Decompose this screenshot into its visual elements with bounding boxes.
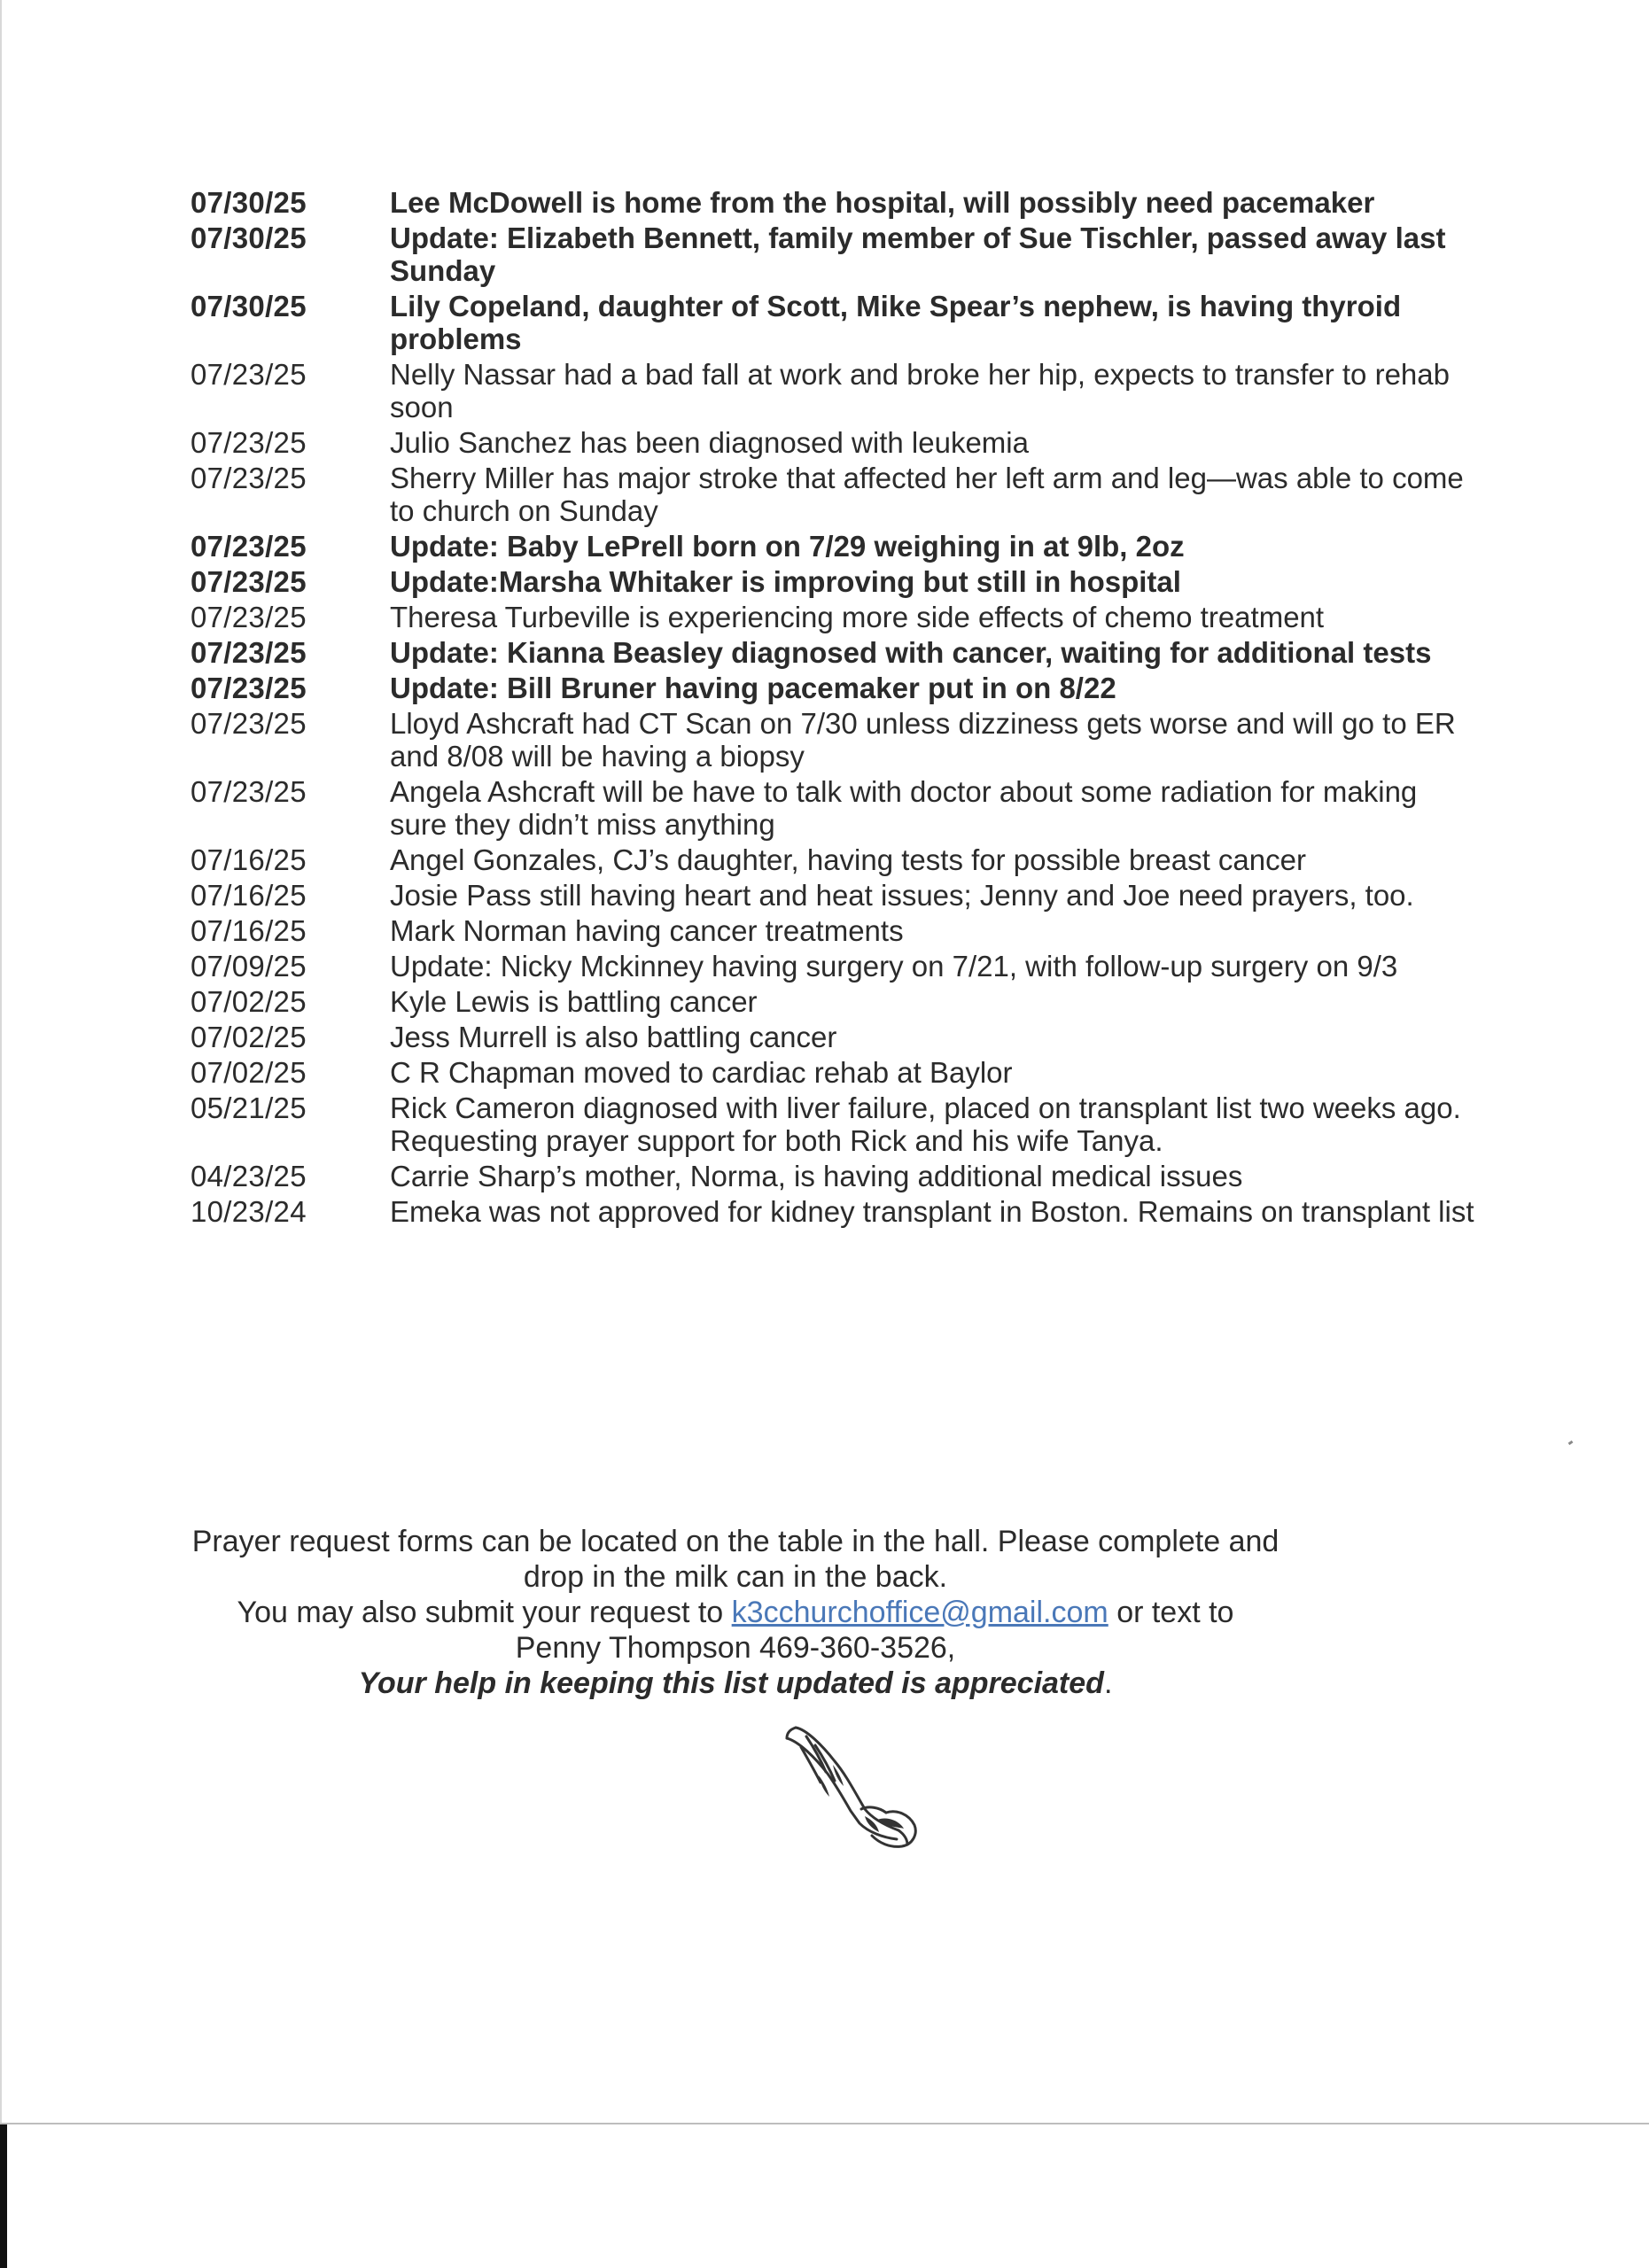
thanks-line xyxy=(177,1666,1294,1701)
request-date: 07/30/25 xyxy=(191,290,307,322)
request-row xyxy=(191,186,1475,219)
request-row xyxy=(191,707,1475,773)
scan-speck xyxy=(1568,1441,1574,1445)
request-row xyxy=(191,462,1475,527)
request-row xyxy=(191,672,1475,704)
request-date: 04/23/25 xyxy=(191,1160,307,1192)
request-date: 07/16/25 xyxy=(191,879,307,912)
request-text: Update: Baby LePrell born on 7/29 weighing in at 9lb, 2oz xyxy=(390,530,1185,563)
request-text: Carrie Sharp’s mother, Norma, is having additional medical issues xyxy=(390,1160,1243,1192)
request-text: Update:Marsha Whitaker is improving but still in hospital xyxy=(390,565,1181,598)
scan-edge-bar xyxy=(0,2124,7,2268)
request-row xyxy=(191,426,1475,459)
contact-line: Penny Thompson 469-360-3526, xyxy=(515,1631,956,1665)
request-date: 07/02/25 xyxy=(191,1021,307,1053)
request-row xyxy=(191,1021,1475,1053)
prayer-request-list xyxy=(191,186,1475,1231)
request-row xyxy=(191,636,1475,669)
submit-suffix: or text to xyxy=(1116,1596,1234,1629)
request-text: Julio Sanchez has been diagnosed with leukemia xyxy=(390,426,1029,459)
request-text: Angel Gonzales, CJ’s daughter, having tests for possible breast cancer xyxy=(390,843,1306,876)
request-row xyxy=(191,985,1475,1018)
request-row xyxy=(191,530,1475,563)
request-text: Kyle Lewis is battling cancer xyxy=(390,985,758,1018)
request-text: Update: Nicky Mckinney having surgery on 7/21, with follow-up surgery on 9/3 xyxy=(390,950,1398,983)
request-date: 07/23/25 xyxy=(191,462,307,494)
request-text: Update: Kianna Beasley diagnosed with cancer, waiting for additional tests xyxy=(390,636,1432,669)
request-date: 05/21/25 xyxy=(191,1091,307,1124)
request-date: 07/23/25 xyxy=(191,530,307,563)
request-row xyxy=(191,950,1475,983)
prayer-list-footer xyxy=(177,1524,1294,1701)
request-date: 07/09/25 xyxy=(191,950,307,983)
request-date: 07/23/25 xyxy=(191,565,307,598)
request-text: Lily Copeland, daughter of Scott, Mike Spear’s nephew, is having thyroid problems xyxy=(390,290,1402,355)
request-date: 07/23/25 xyxy=(191,672,307,704)
forms-instructions: Prayer request forms can be located on the table in the hall. Please complete and drop in the milk can in the back. xyxy=(191,1525,1280,1594)
submit-prefix: You may also submit your request to xyxy=(237,1596,724,1629)
request-row xyxy=(191,565,1475,598)
request-text: Nelly Nassar had a bad fall at work and broke her hip, expects to transfer to rehab soon xyxy=(390,358,1450,423)
request-row xyxy=(191,601,1475,633)
request-text: Sherry Miller has major stroke that affected her left arm and leg—was able to come to church on Sunday xyxy=(390,462,1464,527)
submit-instructions xyxy=(177,1595,1294,1630)
request-row xyxy=(191,358,1475,423)
request-date: 07/16/25 xyxy=(191,914,307,947)
request-date: 07/23/25 xyxy=(191,636,307,669)
request-row xyxy=(191,1091,1475,1157)
request-date: 10/23/24 xyxy=(191,1195,307,1228)
scan-edge-line xyxy=(0,0,2,2144)
request-text: Lee McDowell is home from the hospital, will possibly need pacemaker xyxy=(390,186,1375,219)
request-row xyxy=(191,775,1475,841)
request-text: Rick Cameron diagnosed with liver failure, placed on transplant list two weeks ago. Requesting prayer support for both Rick and his wife Tanya. xyxy=(390,1091,1461,1157)
request-row xyxy=(191,1056,1475,1089)
request-date: 07/23/25 xyxy=(191,601,307,633)
request-text: Angela Ashcraft will be have to talk with doctor about some radiation for making sure they didn’t miss anything xyxy=(390,775,1418,841)
praying-hands-icon xyxy=(780,1720,930,1853)
request-text: Update: Bill Bruner having pacemaker put in on 8/22 xyxy=(390,672,1116,704)
request-text: Josie Pass still having heart and heat issues; Jenny and Joe need prayers, too. xyxy=(390,879,1414,912)
request-date: 07/02/25 xyxy=(191,1056,307,1089)
request-row xyxy=(191,290,1475,355)
request-date: 07/23/25 xyxy=(191,358,307,391)
request-date: 07/23/25 xyxy=(191,707,307,740)
request-date: 07/30/25 xyxy=(191,221,307,254)
request-row xyxy=(191,1160,1475,1192)
request-text: Emeka was not approved for kidney transplant in Boston. Remains on transplant list xyxy=(390,1195,1474,1228)
thanks-period: . xyxy=(1103,1666,1113,1700)
request-row xyxy=(191,1195,1475,1228)
request-text: Jess Murrell is also battling cancer xyxy=(390,1021,837,1053)
request-row xyxy=(191,914,1475,947)
request-row xyxy=(191,221,1475,287)
request-text: Update: Elizabeth Bennett, family member of Sue Tischler, passed away last Sunday xyxy=(390,221,1446,287)
email-link[interactable]: k3cchurchoffice@gmail.com xyxy=(731,1596,1108,1629)
request-row xyxy=(191,879,1475,912)
request-date: 07/23/25 xyxy=(191,775,307,808)
request-date: 07/23/25 xyxy=(191,426,307,459)
request-text: Lloyd Ashcraft had CT Scan on 7/30 unless dizziness gets worse and will go to ER and 8/08 will be having a biopsy xyxy=(390,707,1456,773)
request-text: C R Chapman moved to cardiac rehab at Baylor xyxy=(390,1056,1013,1089)
request-date: 07/16/25 xyxy=(191,843,307,876)
request-text: Theresa Turbeville is experiencing more side effects of chemo treatment xyxy=(390,601,1325,633)
request-date: 07/30/25 xyxy=(191,186,307,219)
request-date: 07/02/25 xyxy=(191,985,307,1018)
request-text: Mark Norman having cancer treatments xyxy=(390,914,904,947)
scan-fold-line xyxy=(0,2123,1649,2124)
thanks-text: Your help in keeping this list updated is appreciated xyxy=(358,1666,1104,1700)
request-row xyxy=(191,843,1475,876)
